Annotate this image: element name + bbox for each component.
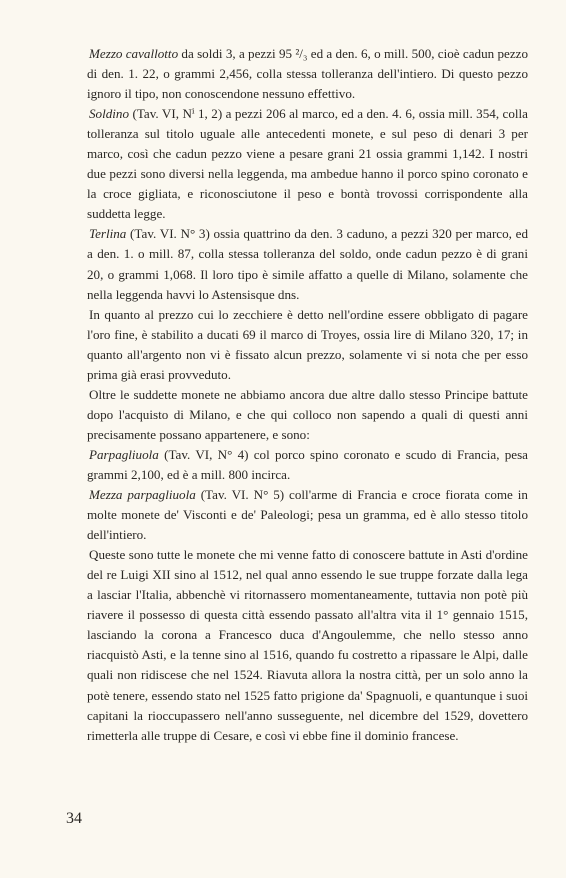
paragraph-text: da soldi 3, a pezzi 95 ²/₃ ed a den. 6, o mill. 500, cioè cadun pezzo di den. 1. 22, o grammi 2,456, colla stessa tolleranza dell'intiero. Di questo pezzo ignoro il tipo, non conoscendone nessuno effettivo.: [87, 46, 528, 102]
paragraph-queste: [87, 545, 528, 745]
paragraph-mezza-parpagliuola: [87, 485, 528, 545]
paragraph-text: In quanto al prezzo cui lo zecchiere è detto nell'ordine essere obbligato di pagare l'oro fine, è stabilito a ducati 69 il marco di Troyes, ossia lire di Milano 320, 17; in quanto all'argento non vi è fissato alcun prezzo, solamente vi si nota che per esso prima già erasi provveduto.: [87, 306, 528, 382]
paragraph-lead: Soldino: [89, 106, 130, 122]
paragraph-lead: Mezza parpagliuola: [89, 487, 196, 503]
paragraph-text: Queste sono tutte le monete che mi venne fatto di conoscere battute in Asti d'ordine del re Luigi XII sino al 1512, nel qual anno essendo le sue truppe forzate dalla lega a lasciar l'Italia, abbenchè vi ritornassero momentaneamente, tuttavia non potè più riavere il possesso di questa città essendo passato all'altra vita il 1° gennaio 1515, lasciando la corona a Francesco duca d'Angoulemme, che nello stesso anno riacquistò Asti, e la tenne sino al 1516, quando fu costretto a ripassare le Alpi, dalle quali non ridiscese che nel 1524. Riavuta allora la nostra città, per un solo anno la potè tenere, essendo stato nel 1525 fatto prigione da' Spagnuoli, e quantunque i suoi capitani la rioccupassero nell'anno susseguente, nel dicembre del 1529, dovettero rimetterla alle truppe di Cesare, e così vi ebbe fine il dominio francese.: [87, 547, 528, 743]
paragraph-oltre: [87, 385, 528, 445]
body-text: [87, 44, 528, 746]
paragraph-text: (Tav. VI. N° 5) coll'arme di Francia e croce fiorata come in molte monete de' Visconti e de' Paleologi; pesa un gramma, ed è allo stesso titolo dell'intiero.: [87, 487, 528, 543]
paragraph-text: (Tav. VI, Nⁱ 1, 2) a pezzi 206 al marco, ed a den. 4. 6, ossia mill. 354, colla tolleranza sul titolo uguale alle antecedenti monete, e sul peso di denari 3 per marco, così che cadun pezzo viene a pesare grani 21 ossia grammi 1,142. I nostri due pezzi sono diversi nella leggenda, ma ambedue hanno il porco spino coronato e la croce gigliata, e riconosciutone il peso e bontà trovossi corrispondente alla suddetta legge.: [87, 106, 528, 222]
paragraph-lead: Parpagliuola: [89, 446, 159, 462]
paragraph-mezzo-cavallotto: [87, 44, 528, 104]
paragraph-text: Oltre le suddette monete ne abbiamo ancora due altre dallo stesso Principe battute dopo l'acquisto di Milano, e che qui colloco non sapendo a quali di questi anni precisamente possano appartenere, e sono:: [87, 386, 528, 442]
paragraph-parpagliuola: [87, 445, 528, 485]
paragraph-soldino: [87, 104, 528, 224]
paragraph-terlina: [87, 224, 528, 304]
paragraph-text: (Tav. VI, N° 4) col porco spino coronato e scudo di Francia, pesa grammi 2,100, ed è a mill. 800 incirca.: [87, 446, 528, 482]
paragraph-lead: Mezzo cavallotto: [89, 46, 179, 61]
paragraph-text: (Tav. VI. N° 3) ossia quattrino da den. 3 caduno, a pezzi 320 per marco, ed a den. 1. o mill. 87, colla stessa tolleranza del soldo, onde cadun pezzo è di grani 20, o grammi 1,068. Il loro tipo è simile affatto a quelle di Milano, solamente che nella leggenda havvi lo Astensisque dns.: [87, 226, 528, 302]
page-number: 34: [66, 810, 82, 827]
paragraph-prezzo: [87, 305, 528, 385]
paragraph-lead: Terlina: [89, 226, 127, 242]
